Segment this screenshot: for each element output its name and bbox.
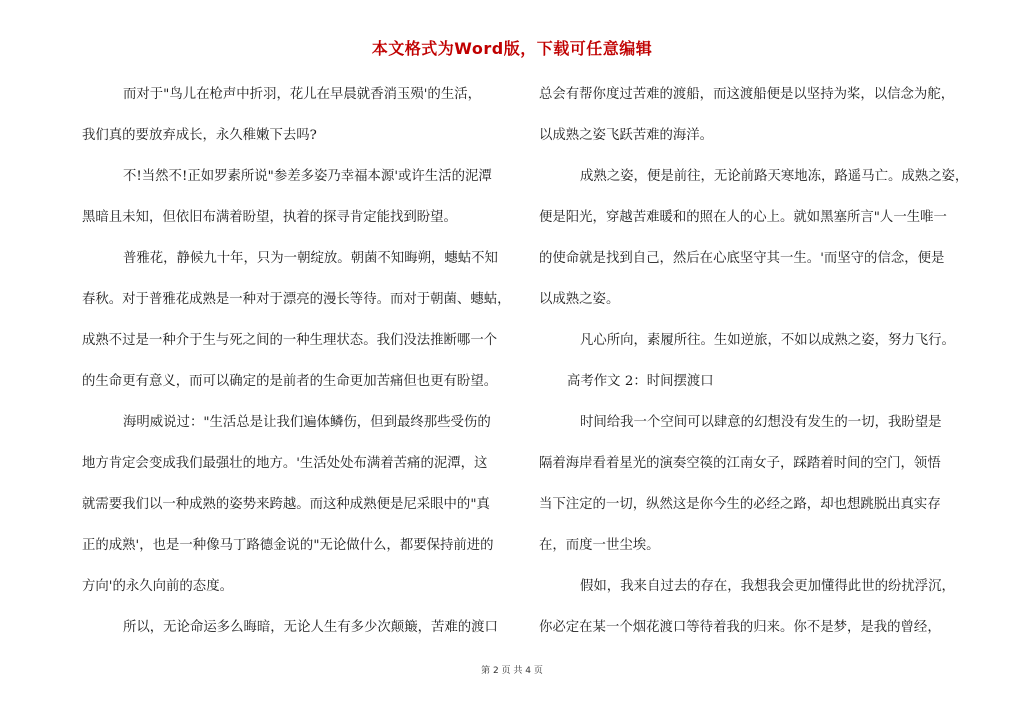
right-column-line: 你必定在某一个烟花渡口等待着我的归来。你不是梦，是我的曾经，: [539, 620, 941, 635]
left-column-line: 所以，无论命运多么晦暗，无论人生有多少次颠簸，苦难的渡口: [123, 620, 498, 635]
right-column-line: 以成熟之姿。: [539, 292, 620, 307]
left-column-line: 正的成熟'，也是一种像马丁路德金说的"无论做什么，都要保持前进的: [82, 538, 494, 553]
page-number-footer: 第 2 页 共 4 页: [481, 666, 543, 676]
right-column-line: 在，而度一世尘埃。: [539, 538, 660, 553]
left-column-line: 我们真的要放弃成长，永久稚嫩下去吗?: [82, 128, 317, 143]
right-column-line: 假如，我来自过去的存在，我想我会更加懂得此世的纷扰浮沉，: [580, 579, 955, 594]
right-text-column: [539, 82, 971, 656]
left-column-line: 而对于"鸟儿在枪声中折羽，花儿在早晨就香消玉殒'的生活，: [123, 87, 481, 102]
left-column-line: 的生命更有意义，而可以确定的是前者的生命更加苦痛但也更有盼望。: [82, 374, 498, 389]
right-column-line: 凡心所向，素履所往。生如逆旅，不如以成熟之姿，努力飞行。: [580, 333, 955, 348]
left-text-column: [82, 82, 514, 656]
right-column-line: 以成熟之姿飞跃苦难的海洋。: [539, 128, 714, 143]
right-column-line: 当下注定的一切，纵然这是你今生的必经之路，却也想跳脱出真实存: [539, 497, 941, 512]
word-format-banner: 本文格式为Word版，下载可任意编辑: [371, 39, 653, 58]
right-column-line: 便是阳光，穿越苦难暖和的照在人的心上。就如黑塞所言"人一生唯一: [539, 210, 947, 225]
left-column-line: 成熟不过是一种介于生与死之间的一种生理状态。我们没法推断哪一个: [82, 333, 498, 348]
left-column-line: 春秋。对于普雅花成熟是一种对于漂亮的漫长等待。而对于朝菌、蟪蛄，: [82, 292, 511, 307]
left-column-line: 地方肯定会变成我们最强壮的地方。'生活处处布满着苦痛的泥潭，这: [82, 456, 488, 471]
section-heading: 高考作文 2：时间摆渡口: [567, 374, 714, 389]
left-column-line: 不!当然不!正如罗素所说"参差多姿乃幸福本源'或许生活的泥潭: [123, 169, 492, 184]
left-column-line: 普雅花，静候九十年，只为一朝绽放。朝菌不知晦朔，蟪蛄不知: [123, 251, 498, 266]
right-column-line: 成熟之姿，便是前往，无论前路天寒地冻，路遥马亡。成熟之姿，: [580, 169, 969, 184]
right-column-line: 总会有帮你度过苦难的渡船，而这渡船便是以坚持为桨，以信念为舵，: [539, 87, 955, 102]
left-column-line: 黑暗且未知，但依旧布满着盼望，执着的探寻肯定能找到盼望。: [82, 210, 457, 225]
right-column-line: 时间给我一个空间可以肆意的幻想没有发生的一切，我盼望是: [580, 415, 942, 430]
left-column-line: 方向'的永久向前的态度。: [82, 579, 233, 594]
right-column-line: 的使命就是找到自己，然后在心底坚守其一生。'而坚守的信念，便是: [539, 251, 945, 266]
left-column-line: 海明威说过："生活总是让我们遍体鳞伤，但到最终那些受伤的: [123, 415, 491, 430]
right-column-line: 隔着海岸看着星光的演奏空篌的江南女子，踩踏着时间的空门，领悟: [539, 456, 941, 471]
left-column-line: 就需要我们以一种成熟的姿势来跨越。而这种成熟便是尼采眼中的"真: [82, 497, 490, 512]
